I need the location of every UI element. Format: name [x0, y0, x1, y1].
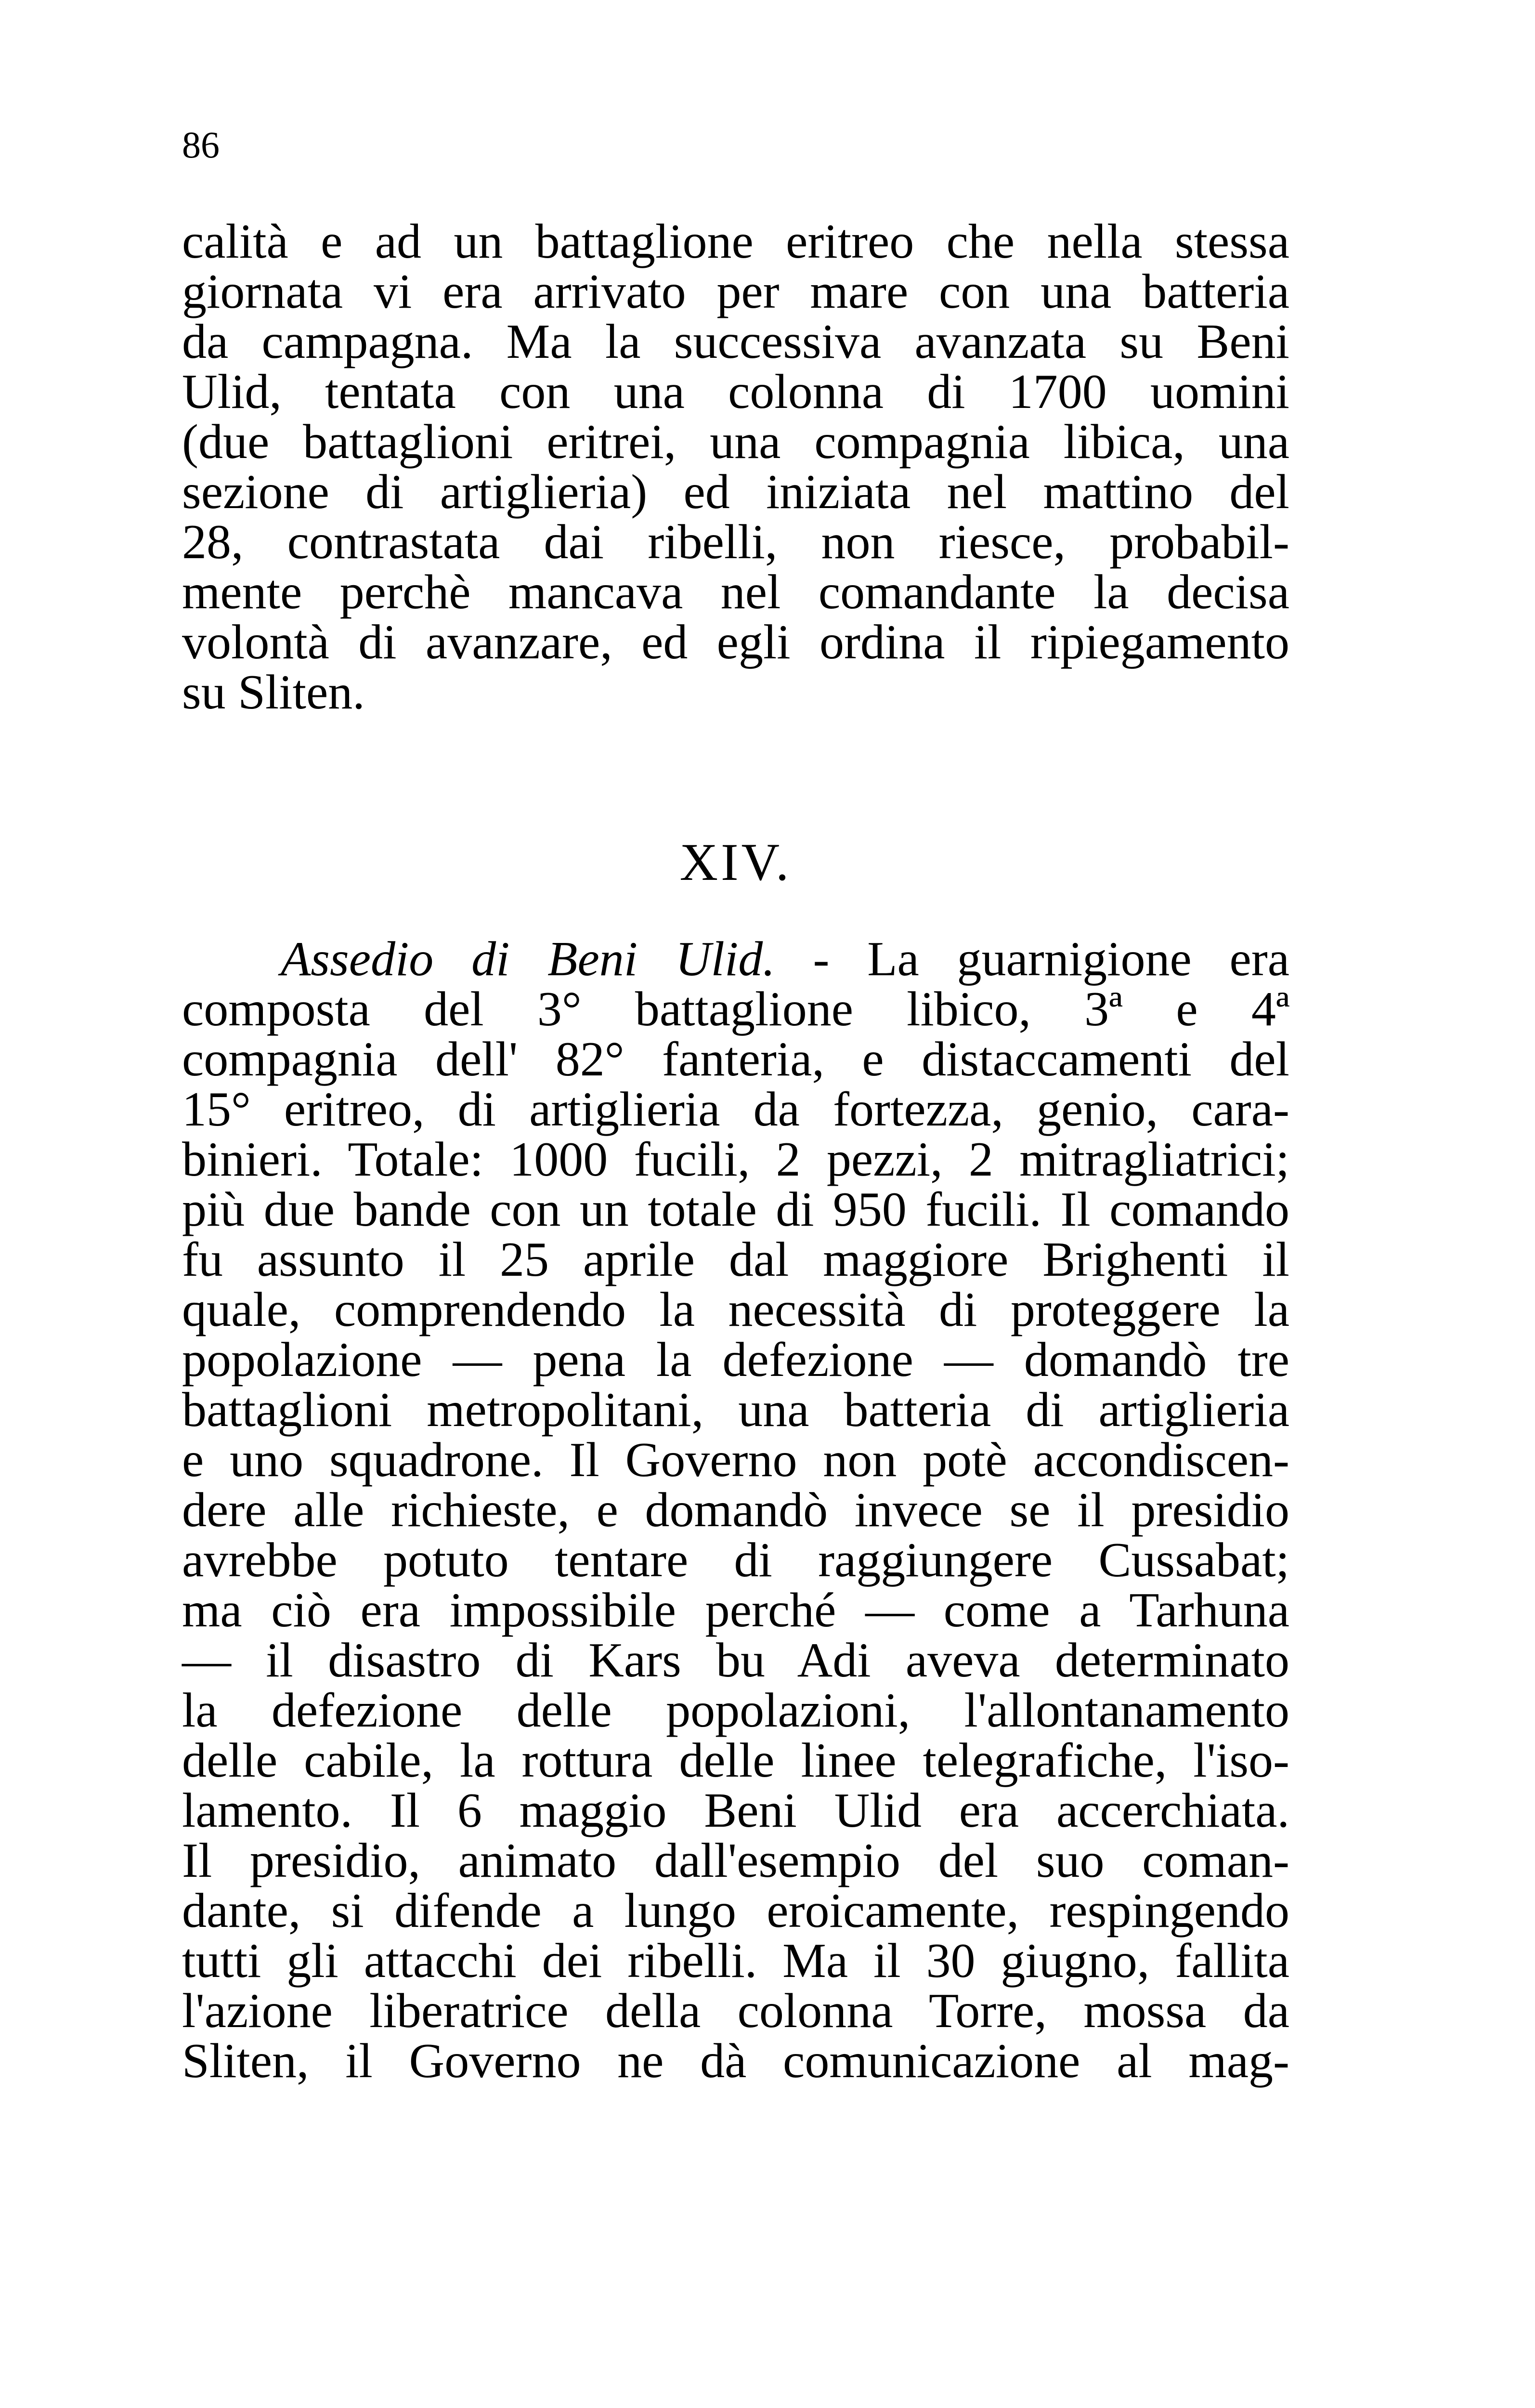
text-line: da campagna. Ma la successiva avanzata su Beni: [182, 314, 1289, 369]
text-line: calità e ad un battaglione eritreo che nella stessa: [182, 214, 1289, 269]
text-line: mente perchè mancava nel comandante la decisa: [182, 565, 1289, 619]
first-line-rest: - La guarnigione era: [775, 932, 1290, 986]
text-line: su Sliten.: [182, 665, 365, 720]
text-line: 15° eritreo, di artiglieria da fortezza, genio, cara-: [182, 1082, 1289, 1137]
page-number: 86: [182, 124, 220, 166]
text-line: quale, comprendendo la necessità di proteggere la: [182, 1283, 1289, 1337]
text-line: (due battaglioni eritrei, una compagnia libica, una: [182, 415, 1289, 469]
text-line: Sliten, il Governo ne dà comunicazione al mag-: [182, 2034, 1289, 2088]
text-line: dante, si difende a lungo eroicamente, respingendo: [182, 1884, 1289, 1938]
text-line: composta del 3° battaglione libico, 3ª e 4ª: [182, 982, 1289, 1036]
text-line: dere alle richieste, e domandò invece se il presidio: [182, 1483, 1289, 1537]
text-line: volontà di avanzare, ed egli ordina il ripiegamento: [182, 615, 1289, 669]
text-line: 28, contrastata dai ribelli, non riesce, probabil-: [182, 515, 1289, 569]
text-line: la defezione delle popolazioni, l'allontanamento: [182, 1683, 1289, 1738]
text-line: compagnia dell' 82° fanteria, e distaccamenti del: [182, 1032, 1289, 1086]
text-line: lamento. Il 6 maggio Beni Ulid era accerchiata.: [182, 1783, 1289, 1838]
text-line: Il presidio, animato dall'esempio del suo coman-: [182, 1833, 1289, 1888]
text-line: sezione di artiglieria) ed iniziata nel mattino del: [182, 465, 1289, 519]
text-line: battaglioni metropolitani, una batteria di artiglieria: [182, 1383, 1289, 1437]
section-heading: XIV.: [679, 833, 792, 891]
text-line: delle cabile, la rottura delle linee telegrafiche, l'iso-: [182, 1733, 1289, 1788]
text-line: — il disastro di Kars bu Adi aveva determinato: [182, 1633, 1289, 1688]
text-line-first: [182, 934, 1289, 984]
paragraph-continued: [182, 214, 1289, 720]
run-in-title: Assedio di Beni Ulid.: [281, 932, 775, 986]
text-line: binieri. Totale: 1000 fucili, 2 pezzi, 2 mitragliatrici;: [182, 1132, 1289, 1187]
text-line: giornata vi era arrivato per mare con una batteria: [182, 264, 1289, 319]
section-paragraph: [182, 934, 1289, 2086]
text-line: avrebbe potuto tentare di raggiungere Cussabat;: [182, 1533, 1289, 1587]
text-line: l'azione liberatrice della colonna Torre, mossa da: [182, 1984, 1289, 2038]
text-line: Ulid, tentata con una colonna di 1700 uomini: [182, 365, 1289, 419]
text-line: ma ciò era impossibile perché — come a Tarhuna: [182, 1583, 1289, 1637]
text-line: e uno squadrone. Il Governo non potè accondiscen-: [182, 1433, 1289, 1487]
text-line: più due bande con un totale di 950 fucili. Il comando: [182, 1182, 1289, 1237]
text-line: popolazione — pena la defezione — domandò tre: [182, 1333, 1289, 1387]
text-line: tutti gli attacchi dei ribelli. Ma il 30 giugno, fallita: [182, 1934, 1289, 1988]
text-line: fu assunto il 25 aprile dal maggiore Brighenti il: [182, 1232, 1289, 1287]
